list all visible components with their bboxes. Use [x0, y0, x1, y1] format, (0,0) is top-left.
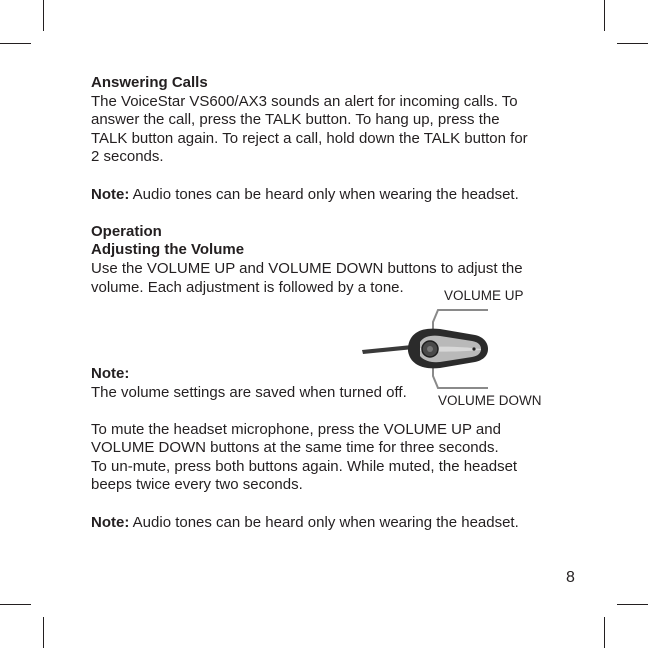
note-audio-tones-1: [91, 186, 561, 205]
crop-mark-bottom-left-h: [0, 604, 31, 605]
adjusting-volume-line-1: Use the VOLUME UP and VOLUME DOWN buttons to adjust the: [91, 259, 523, 277]
crop-mark-bottom-right-h: [617, 604, 648, 605]
answering-calls-heading: Answering Calls: [91, 74, 208, 91]
note-volume-text: The volume settings are saved when turned off.: [91, 383, 407, 401]
answering-calls-line-4: 2 seconds.: [91, 148, 164, 166]
note-text: Audio tones can be heard only when wearing the headset.: [129, 185, 519, 203]
note-text: Audio tones can be heard only when wearing the headset.: [129, 513, 519, 531]
note-volume-label: Note:: [91, 364, 130, 382]
answering-calls-line-2: answer the call, press the TALK button. To hang up, press the: [91, 111, 500, 129]
page-number: 8: [566, 569, 575, 586]
crop-mark-bottom-left-v: [43, 617, 44, 648]
crop-mark-top-right-v: [604, 0, 605, 31]
headset-illustration-icon: [360, 300, 495, 395]
note-audio-tones-2: [91, 514, 561, 533]
crop-mark-bottom-right-v: [604, 617, 605, 648]
crop-mark-top-left-v: [43, 0, 44, 31]
answering-calls-line-3: TALK button again. To reject a call, hold down the TALK button for: [91, 129, 528, 147]
answering-calls-line-1: The VoiceStar VS600/AX3 sounds an alert for incoming calls. To: [91, 92, 518, 110]
mute-line-1: To mute the headset microphone, press the VOLUME UP and: [91, 420, 501, 438]
note-label: Note:: [91, 513, 130, 531]
volume-down-label: VOLUME DOWN: [438, 393, 542, 408]
mute-line-4: beeps twice every two seconds.: [91, 476, 303, 494]
note-label: Note:: [91, 185, 130, 203]
volume-up-label: VOLUME UP: [444, 288, 524, 303]
mute-line-3: To un-mute, press both buttons again. While muted, the headset: [91, 457, 518, 475]
adjusting-volume-line-2: volume. Each adjustment is followed by a tone.: [91, 278, 404, 296]
crop-mark-top-left-h: [0, 43, 31, 44]
mute-line-2: VOLUME DOWN buttons at the same time for three seconds.: [91, 439, 499, 457]
operation-heading: Operation: [91, 222, 162, 240]
adjusting-volume-heading: Adjusting the Volume: [91, 241, 245, 259]
crop-mark-top-right-h: [617, 43, 648, 44]
